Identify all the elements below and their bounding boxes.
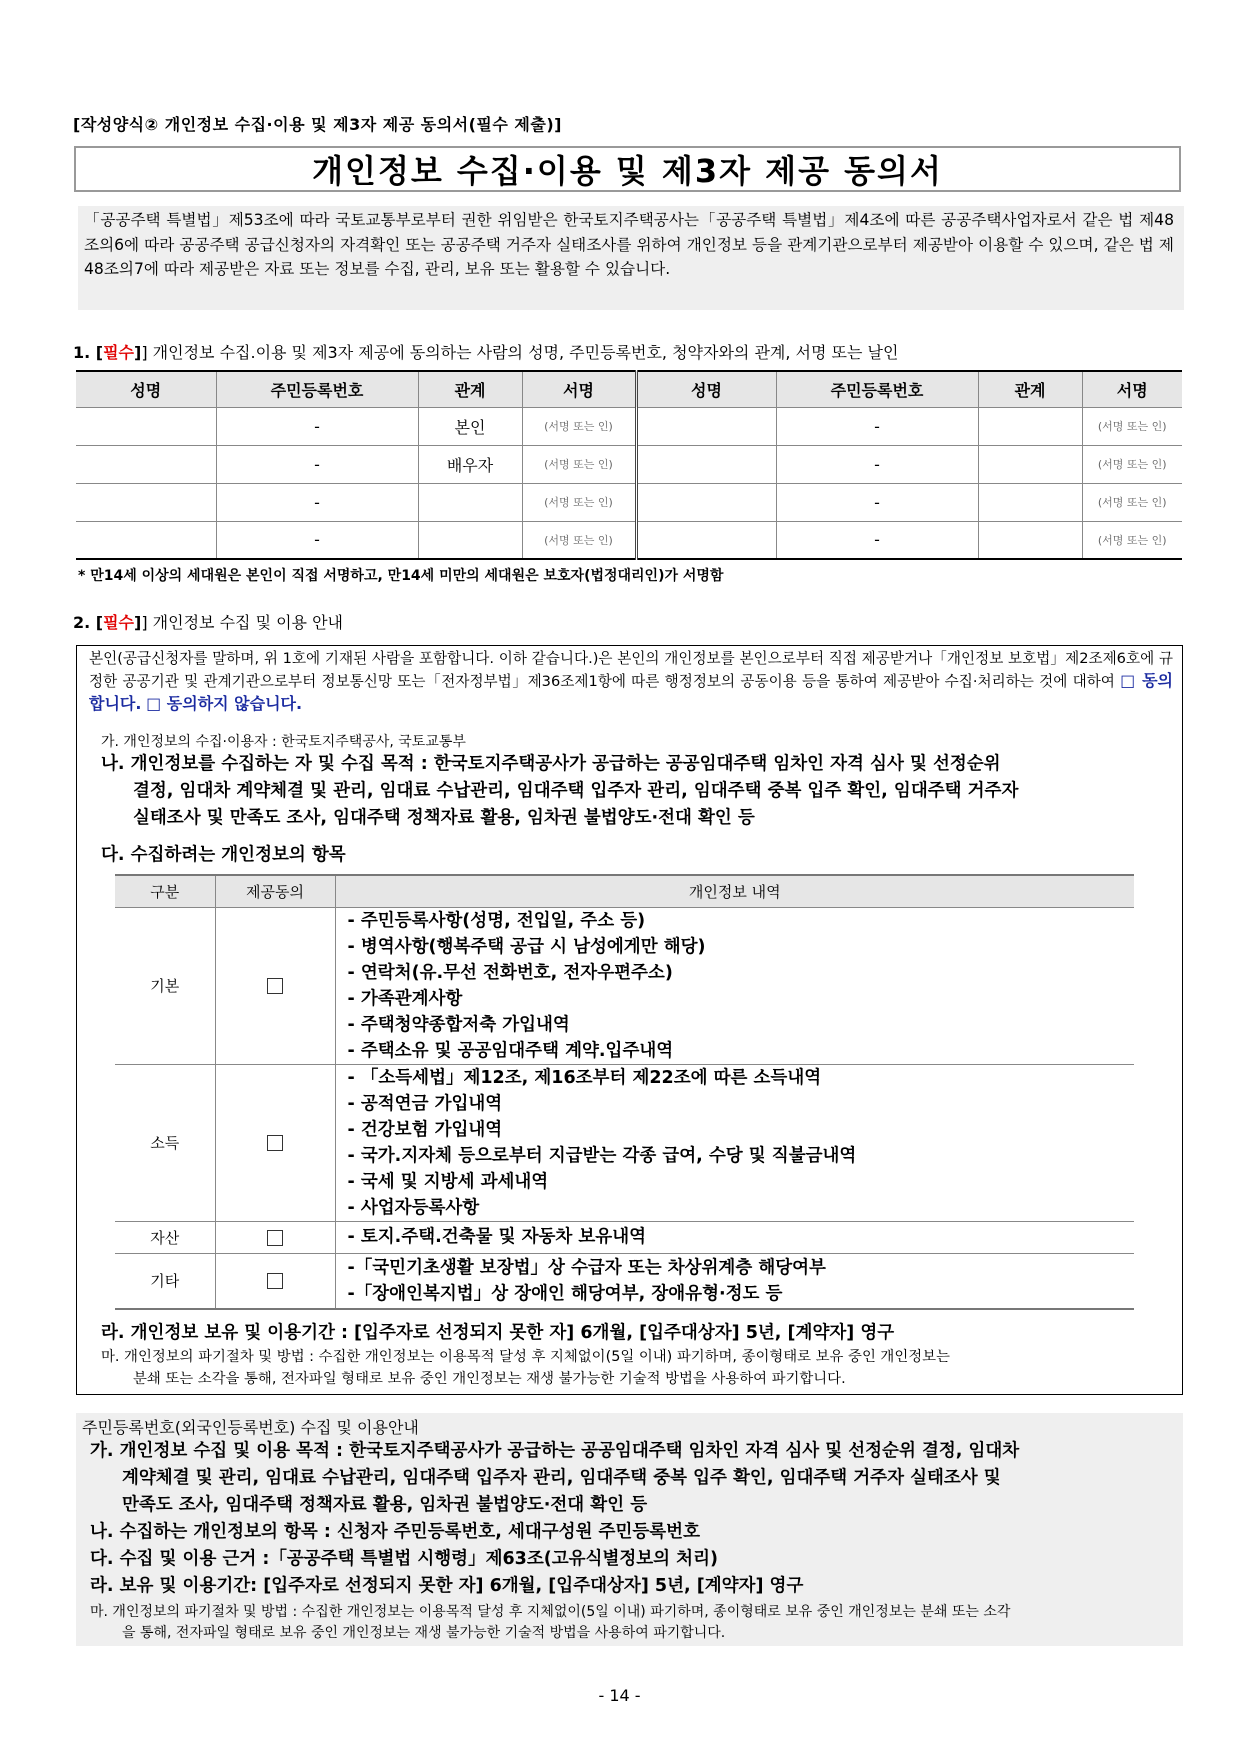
rrn-item-ra: 라. 보유 및 이용기간: [입주자로 선정되지 못한 자] 6개월, [입주대상자] 5년, [계약자] 영구: [90, 1576, 804, 1596]
relation-cell[interactable]: [978, 483, 1082, 521]
section1-number: 1. [: [73, 343, 104, 362]
required-label: 필수: [103, 343, 135, 362]
col-relation: 관계: [418, 371, 522, 407]
list-item: - 국가.지자체 등으로부터 지급받는 각종 급여, 수당 및 직불금내역: [347, 1145, 857, 1166]
name-field[interactable]: [76, 483, 216, 521]
list-item: - 주택청약종합저축 가입내역: [347, 1014, 570, 1035]
col-rrn: 주민등록번호: [216, 371, 418, 407]
rrn-item-ma-line1: 마. 개인정보의 파기절차 및 방법 : 수집한 개인정보는 이용목적 달성 후 지체없이(5일 이내) 파기하며, 종이형태로 보유 중인 개인정보는 분쇄 또는 소각: [90, 1604, 1011, 1620]
relation-cell[interactable]: [418, 483, 522, 521]
list-item: - 가족관계사항: [347, 988, 463, 1009]
col-name: 성명: [76, 371, 216, 407]
checkbox[interactable]: [267, 978, 283, 994]
rrn-item-ma-line2: 을 통해, 전자파일 형태로 보유 중인 개인정보는 재생 불가능한 기술적 방법을 사용하여 파기합니다.: [122, 1625, 726, 1641]
rrn-item-ga-line1: 가. 개인정보 수집 및 이용 목적 : 한국토지주택공사가 공급하는 공공임대주택 임차인 자격 심사 및 선정순위 결정, 임대차: [90, 1441, 1020, 1461]
signature-field[interactable]: (서명 또는 인): [522, 407, 636, 445]
category-cell: 자산: [115, 1221, 215, 1253]
section2-heading: 2. [필수]] 개인정보 수집 및 이용 안내: [73, 613, 344, 632]
item-na-line3: 실태조사 및 만족도 조사, 임대주택 정책자료 활용, 임차권 불법양도·전대 확인 등: [133, 808, 755, 828]
table-row: [76, 407, 1182, 445]
required-label: 필수: [103, 613, 135, 632]
table-row: [115, 907, 1134, 1064]
item-na-line2: 결정, 임대차 계약체결 및 관리, 임대료 수납관리, 임대주택 입주자 관리, 임대주택 중복 입주 확인, 임대주택 거주자: [133, 781, 1019, 801]
consent-cell: [215, 1221, 335, 1253]
category-cell: 기타: [115, 1253, 215, 1309]
agree-option[interactable]: □ 동의합니다.: [89, 671, 1174, 713]
relation-cell[interactable]: [978, 407, 1082, 445]
col-rrn-2: 주민등록번호: [776, 371, 978, 407]
details-cell: [335, 907, 1134, 1064]
list-item: - 사업자등록사항: [347, 1197, 480, 1218]
list-item: - 건강보험 가입내역: [347, 1119, 503, 1140]
relation-cell[interactable]: [978, 445, 1082, 483]
signature-field[interactable]: (서명 또는 인): [522, 483, 636, 521]
checkbox[interactable]: [267, 1135, 283, 1151]
consent-paragraph: [89, 648, 1173, 716]
name-field[interactable]: [76, 521, 216, 559]
consent-cell: [215, 1064, 335, 1221]
consent-cell: [215, 1253, 335, 1309]
signature-note: * 만14세 이상의 세대원은 본인이 직접 서명하고, 만14세 미만의 세대원은 보호자(법정대리인)가 서명함: [78, 568, 724, 584]
col-name-2: 성명: [636, 371, 776, 407]
name-field[interactable]: [636, 445, 776, 483]
table-row: [115, 1253, 1134, 1309]
rrn-field[interactable]: -: [776, 483, 978, 521]
list-item: - 「소득세법」제12조, 제16조부터 제22조에 따른 소득내역: [347, 1067, 822, 1088]
relation-cell: 배우자: [418, 445, 522, 483]
title-box: [74, 146, 1181, 192]
rrn-field[interactable]: -: [216, 521, 418, 559]
relation-cell: 본인: [418, 407, 522, 445]
item-ma-line1: 마. 개인정보의 파기절차 및 방법 : 수집한 개인정보는 이용목적 달성 후 지체없이(5일 이내) 파기하며, 종이형태로 보유 중인 개인정보는: [101, 1349, 950, 1365]
table-row: [76, 483, 1182, 521]
section2-text: ] 개인정보 수집 및 이용 안내: [141, 613, 344, 632]
signature-field[interactable]: (서명 또는 인): [1082, 445, 1182, 483]
section1-heading: 1. [필수]] 개인정보 수집.이용 및 제3자 제공에 동의하는 사람의 성명, 주민등록번호, 청약자와의 관계, 서명 또는 날인: [73, 343, 899, 362]
table-row: [76, 521, 1182, 559]
signature-field[interactable]: (서명 또는 인): [522, 445, 636, 483]
table-row: [115, 1064, 1134, 1221]
rrn-item-ga-line2: 계약체결 및 관리, 임대료 수납관리, 임대주택 입주자 관리, 임대주택 중복 입주 확인, 임대주택 거주자 실태조사 및: [122, 1468, 1001, 1488]
item-da: 다. 수집하려는 개인정보의 항목: [101, 845, 346, 865]
name-field[interactable]: [76, 407, 216, 445]
consent-cell: [215, 907, 335, 1064]
col-relation-2: 관계: [978, 371, 1082, 407]
rrn-field[interactable]: -: [216, 445, 418, 483]
disagree-option[interactable]: □ 동의하지 않습니다.: [146, 694, 303, 713]
document-title: 개인정보 수집·이용 및 제3자 제공 동의서: [312, 152, 943, 190]
col-consent: 제공동의: [215, 875, 335, 907]
signature-field[interactable]: (서명 또는 인): [1082, 483, 1182, 521]
item-na-line1: 나. 개인정보를 수집하는 자 및 수집 목적 : 한국토지주택공사가 공급하는 공공임대주택 임차인 자격 심사 및 선정순위: [101, 754, 1001, 774]
category-cell: 기본: [115, 907, 215, 1064]
details-cell: [335, 1253, 1134, 1309]
list-item: - 주민등록사항(성명, 전입일, 주소 등): [347, 910, 646, 931]
rrn-field[interactable]: -: [216, 407, 418, 445]
list-item: - 병역사항(행복주택 공급 시 남성에게만 해당): [347, 936, 706, 957]
signature-field[interactable]: (서명 또는 인): [522, 521, 636, 559]
section1-text: ] 개인정보 수집.이용 및 제3자 제공에 동의하는 사람의 성명, 주민등록번호, 청약자와의 관계, 서명 또는 날인: [141, 343, 899, 362]
list-item: -「장애인복지법」상 장애인 해당여부, 장애유형·정도 등: [347, 1283, 783, 1304]
category-cell: 소득: [115, 1064, 215, 1221]
list-item: -「국민기초생활 보장법」상 수급자 또는 차상위계층 해당여부: [347, 1257, 826, 1278]
info-table-header: [115, 875, 1134, 907]
table-row: [76, 445, 1182, 483]
name-field[interactable]: [636, 521, 776, 559]
name-field[interactable]: [636, 407, 776, 445]
checkbox[interactable]: [267, 1273, 283, 1289]
personal-info-items-table: [115, 874, 1134, 1310]
col-category: 구분: [115, 875, 215, 907]
details-cell: [335, 1064, 1134, 1221]
rrn-item-na: 나. 수집하는 개인정보의 항목 : 신청자 주민등록번호, 세대구성원 주민등록번호: [90, 1522, 700, 1542]
rrn-item-da: 다. 수집 및 이용 근거 :「공공주택 특별법 시행령」제63조(고유식별정보의 처리): [90, 1549, 718, 1569]
name-field[interactable]: [636, 483, 776, 521]
intro-paragraph: 「공공주택 특별법」제53조에 따라 국토교통부로부터 권한 위임받은 한국토지주택공사는「공공주택 특별법」제4조에 따른 공공주택사업자로서 같은 법 제48조의6에 따라 공공주택 공급신청자의 자격확인 또는 공공주택 거주자 실태조사를 위하여 개인정보 등을 관계기관으로부터 제공받아 이용할 수 있으며, 같은 법 제48조의7에 따라 제공받은 자료 또는 정보를 수집, 관리, 보유 또는 활용할 수 있습니다.: [78, 206, 1184, 310]
signature-table-header: [76, 371, 1182, 407]
signature-table: [76, 370, 1182, 560]
collection-notice-box: [76, 645, 1183, 1395]
table-row: [115, 1221, 1134, 1253]
rrn-heading: 주민등록번호(외국인등록번호) 수집 및 이용안내: [82, 1418, 419, 1437]
rrn-item-ga-line3: 만족도 조사, 임대주택 정책자료 활용, 임차권 불법양도·전대 확인 등: [122, 1495, 648, 1515]
relation-cell[interactable]: [978, 521, 1082, 559]
consent-text: 본인(공급신청자를 말하며, 위 1호에 기재된 사람을 포함합니다. 이하 같습니다.)은 본인의 개인정보를 본인으로부터 직접 제공받거나「개인정보 보호법」제2조제6호에 규정한 공공기관 및 관계기관으로부터 정보통신망 또는「전자정부법」제36조제1항에 따른 행정정보의 공동이용 등을 통하여 제공받아 수집·처리하는 것에 대하여: [89, 650, 1173, 690]
signature-field[interactable]: (서명 또는 인): [1082, 521, 1182, 559]
rrn-field[interactable]: -: [216, 483, 418, 521]
col-sign-2: 서명: [1082, 371, 1182, 407]
rrn-notice-box: [76, 1413, 1183, 1646]
form-number: [작성양식② 개인정보 수집·이용 및 제3자 제공 동의서(필수 제출)]: [73, 115, 562, 134]
page-number: - 14 -: [598, 1686, 641, 1705]
signature-field[interactable]: (서명 또는 인): [1082, 407, 1182, 445]
details-cell: [335, 1221, 1134, 1253]
list-item: - 공적연금 가입내역: [347, 1093, 503, 1114]
list-item: - 연락처(유.무선 전화번호, 전자우편주소): [347, 962, 673, 983]
item-ra: 라. 개인정보 보유 및 이용기간 : [입주자로 선정되지 못한 자] 6개월, [입주대상자] 5년, [계약자] 영구: [101, 1323, 895, 1343]
list-item: - 국세 및 지방세 과세내역: [347, 1171, 549, 1192]
col-sign: 서명: [522, 371, 636, 407]
list-item: - 주택소유 및 공공임대주택 계약.입주내역: [347, 1040, 674, 1061]
section2-number: 2. [: [73, 613, 104, 632]
checkbox[interactable]: [267, 1230, 283, 1246]
rrn-field[interactable]: -: [776, 445, 978, 483]
rrn-field[interactable]: -: [776, 407, 978, 445]
list-item: - 토지.주택.건축물 및 자동차 보유내역: [347, 1227, 647, 1247]
col-details: 개인정보 내역: [335, 875, 1134, 907]
relation-cell[interactable]: [418, 521, 522, 559]
item-ga: 가. 개인정보의 수집·이용자 : 한국토지주택공사, 국토교통부: [101, 734, 466, 750]
name-field[interactable]: [76, 445, 216, 483]
rrn-field[interactable]: -: [776, 521, 978, 559]
item-ma-line2: 분쇄 또는 소각을 통해, 전자파일 형태로 보유 중인 개인정보는 재생 불가능한 기술적 방법을 사용하여 파기합니다.: [133, 1371, 846, 1387]
